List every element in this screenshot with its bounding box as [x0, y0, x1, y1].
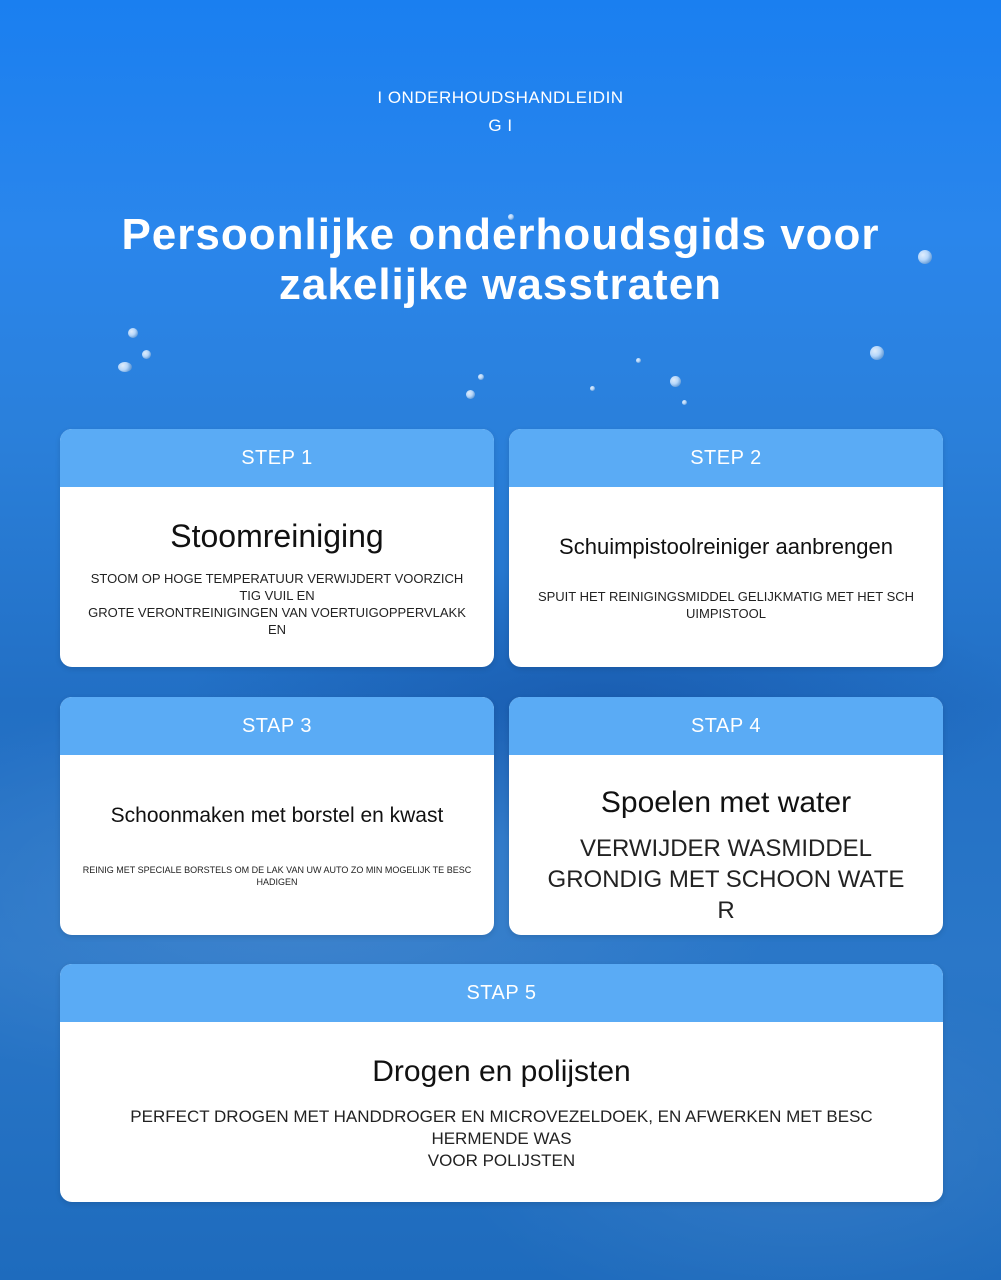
step-card-3: [60, 697, 494, 935]
water-droplet-decoration: [478, 374, 484, 380]
step-title: Stoomreiniging: [170, 518, 384, 554]
water-droplet-decoration: [670, 376, 681, 387]
step-label: STEP 2: [509, 429, 943, 487]
step-card-4: [509, 697, 943, 935]
step-card-2: [509, 429, 943, 667]
step-label: STAP 5: [60, 964, 943, 1022]
step-description: REINIG MET SPECIALE BORSTELS OM DE LAK VAN UW AUTO ZO MIN MOGELIJK TE BESC HADIGEN: [82, 865, 472, 887]
step-title: Schuimpistoolreiniger aanbrengen: [559, 534, 893, 559]
water-droplet-decoration: [128, 328, 138, 338]
step-card-5: [60, 964, 943, 1202]
step-label: STAP 4: [509, 697, 943, 755]
step-card-1: [60, 429, 494, 667]
water-droplet-decoration: [142, 350, 151, 359]
water-droplet-decoration: [590, 386, 595, 391]
water-droplet-decoration: [118, 362, 132, 372]
step-description: STOOM OP HOGE TEMPERATUUR VERWIJDERT VOORZICH TIG VUIL EN GROTE VERONTREINIGINGEN VAN VOERTUIGOPPERVLAKK EN: [88, 571, 466, 637]
section-label: I ONDERHOUDSHANDLEIDIN: [377, 88, 624, 107]
step-description: SPUIT HET REINIGINGSMIDDEL GELIJKMATIG MET HET SCH UIMPISTOOL: [537, 589, 915, 621]
step-title: Drogen en polijsten: [372, 1055, 631, 1088]
step-label: STAP 3: [60, 697, 494, 755]
section-label-continued: G I: [488, 116, 513, 135]
water-droplet-decoration: [682, 400, 687, 405]
step-description: PERFECT DROGEN MET HANDDROGER EN MICROVEZELDOEK, EN AFWERKEN MET BESC HERMENDE WAS VOOR POLIJSTEN: [130, 1107, 873, 1170]
page-title: Persoonlijke onderhoudsgids voor zakelijke wasstraten: [121, 210, 880, 309]
water-droplet-decoration: [466, 390, 475, 399]
water-droplet-decoration: [870, 346, 884, 360]
step-title: Schoonmaken met borstel en kwast: [110, 804, 444, 827]
step-title: Spoelen met water: [600, 786, 852, 819]
water-droplet-decoration: [636, 358, 641, 363]
step-description: VERWIJDER WASMIDDEL GRONDIG MET SCHOON WATE R: [547, 835, 905, 924]
step-label: STEP 1: [60, 429, 494, 487]
